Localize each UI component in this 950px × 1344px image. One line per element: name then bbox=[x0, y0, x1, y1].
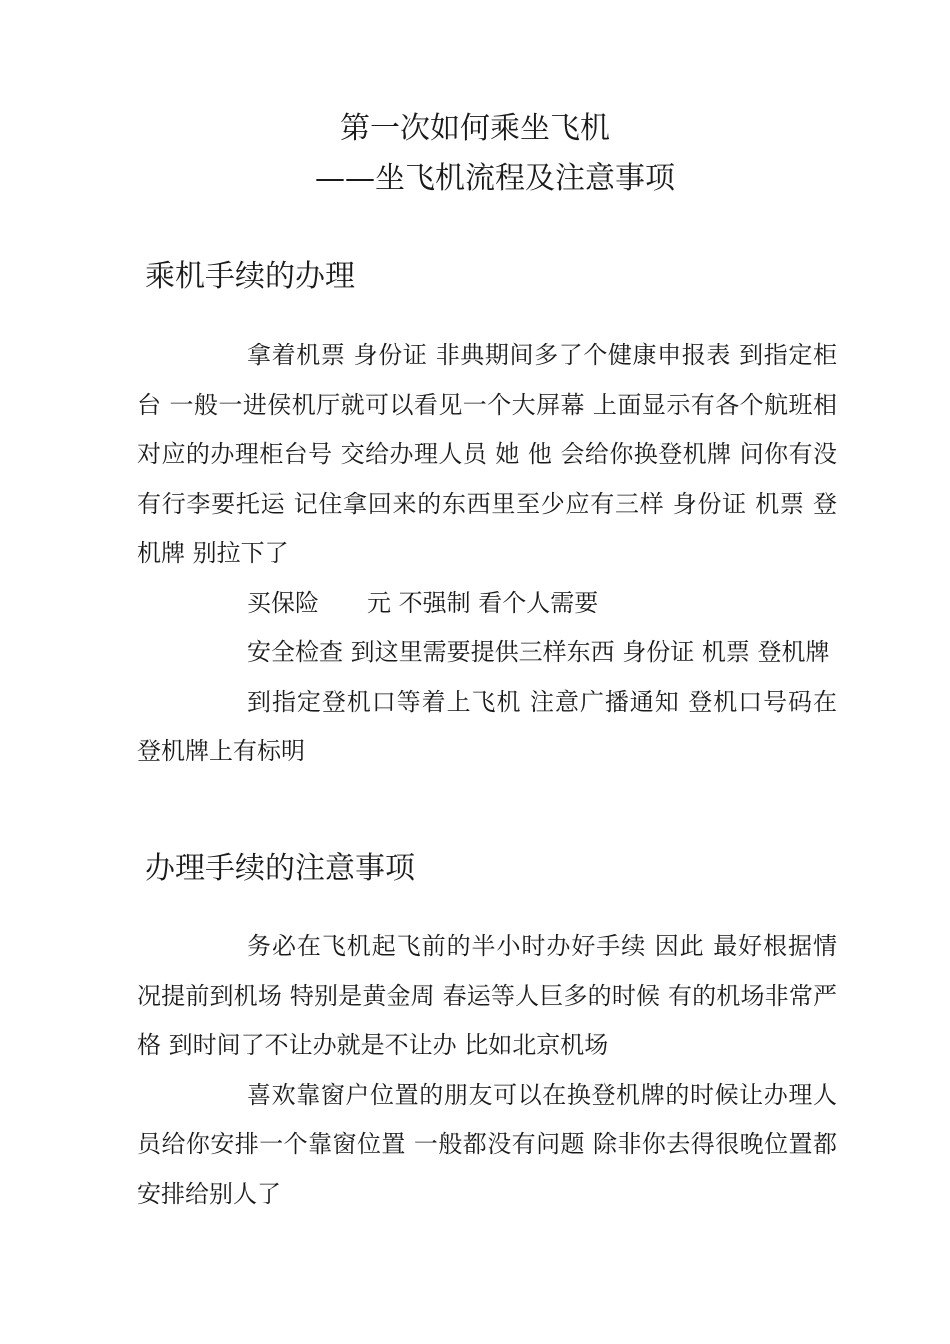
section-body-notes bbox=[137, 922, 837, 1219]
title-block bbox=[0, 104, 950, 204]
paragraph: 买保险 元 不强制 看个人需要 bbox=[247, 588, 599, 617]
page-title: 第一次如何乘坐飞机 bbox=[340, 111, 610, 146]
section-body-check-in bbox=[137, 331, 837, 777]
paragraph: 务必在飞机起飞前的半小时办好手续 因此 最好根据情况提前到机场 特别是黄金周 春运等人巨多的时候 有的机场非常严格 到时间了不让办就是不让办 比如北京机场 bbox=[137, 932, 837, 1059]
paragraph: 喜欢靠窗户位置的朋友可以在换登机牌的时候让办理人员给你安排一个靠窗位置 一般都没有问题 除非你去得很晚位置都安排给别人了 bbox=[137, 1080, 837, 1208]
page-subtitle: ——坐飞机流程及注意事项 bbox=[315, 161, 675, 196]
paragraph: 拿着机票 身份证 非典期间多了个健康申报表 到指定柜台 一般一进侯机厅就可以看见一个大屏幕 上面显示有各个航班相对应的办理柜台号 交给办理人员 她 他 会给你换登机牌 问你有没有行李要托运 记住拿回来的东西里至少应有三样 身份证 机票 登机牌 别拉下了 bbox=[137, 341, 837, 567]
paragraph: 到指定登机口等着上飞机 注意广播通知 登机口号码在登机牌上有标明 bbox=[137, 687, 837, 765]
paragraph: 安全检查 到这里需要提供三样东西 身份证 机票 登机牌 bbox=[247, 638, 830, 666]
section-heading-notes: 办理手续的注意事项 bbox=[145, 851, 415, 886]
section-heading-check-in: 乘机手续的办理 bbox=[145, 259, 355, 294]
